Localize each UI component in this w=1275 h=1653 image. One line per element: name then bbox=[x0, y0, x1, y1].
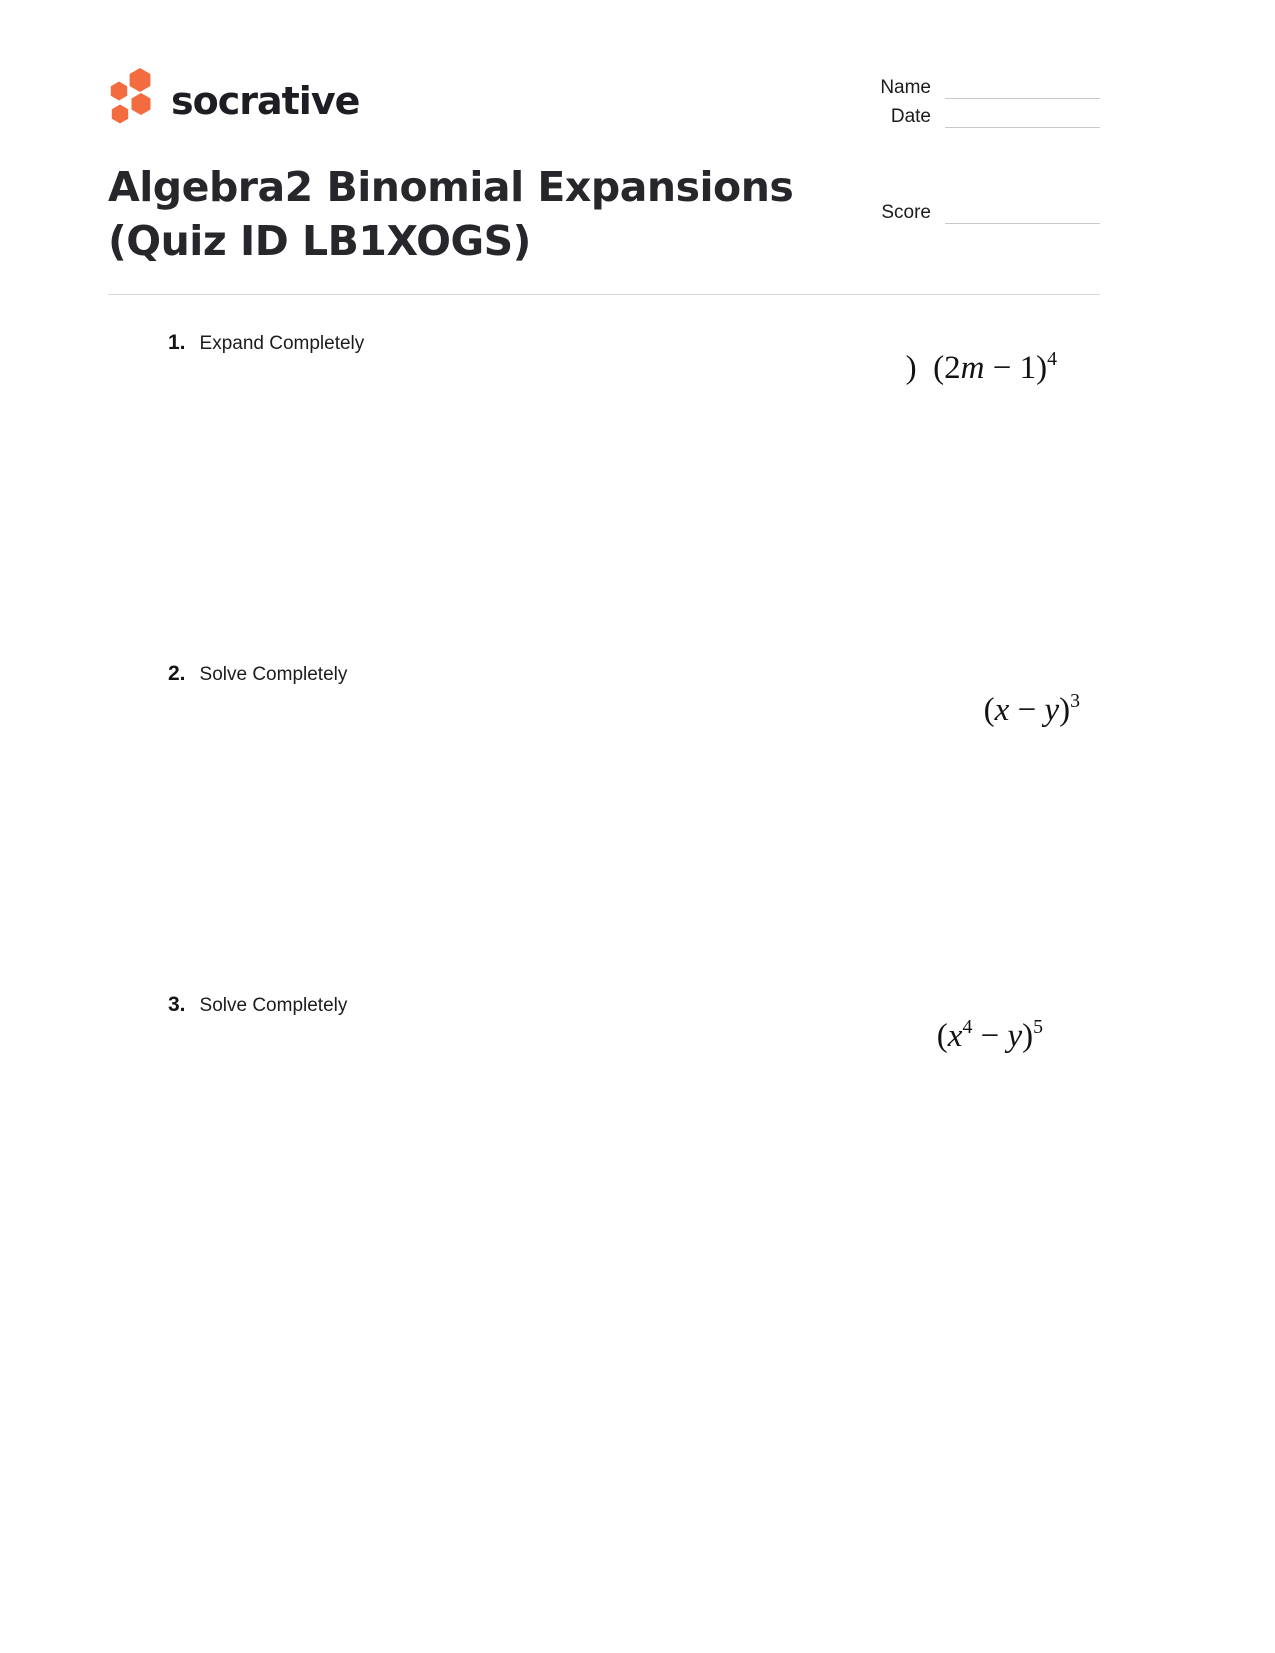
question-prompt: Solve Completely bbox=[199, 664, 348, 685]
math-segment: ) bbox=[905, 349, 934, 386]
name-blank-line bbox=[945, 85, 1100, 99]
question-3-prompt-line bbox=[168, 993, 347, 1017]
math-segment: x bbox=[947, 1017, 963, 1054]
question-2-prompt-line bbox=[168, 662, 347, 686]
question-prompt: Expand Completely bbox=[199, 333, 365, 354]
date-blank-line bbox=[945, 114, 1100, 128]
math-segment: 3 bbox=[1070, 690, 1080, 712]
math-segment: y bbox=[1007, 1017, 1023, 1054]
socrative-wordmark: socrative bbox=[171, 79, 360, 123]
math-segment: 5 bbox=[1033, 1016, 1043, 1038]
score-blank-line bbox=[945, 210, 1100, 224]
math-segment: 4 bbox=[962, 1016, 973, 1038]
date-field-row bbox=[891, 107, 1100, 128]
header-divider bbox=[108, 294, 1100, 295]
question-1-math-expression bbox=[906, 350, 1057, 385]
date-label: Date bbox=[890, 106, 931, 127]
math-segment: ( bbox=[936, 1017, 948, 1054]
quiz-title: Algebra2 Binomial Expansions (Quiz ID LB1XOGS) bbox=[108, 163, 794, 266]
question-3-math-expression bbox=[937, 1018, 1043, 1053]
math-segment: x bbox=[994, 691, 1010, 728]
math-segment: m bbox=[960, 349, 985, 386]
math-segment: ) bbox=[1022, 1017, 1034, 1054]
question-number: 1. bbox=[168, 331, 186, 354]
math-segment: − bbox=[1009, 691, 1045, 728]
score-label: Score bbox=[881, 202, 931, 223]
math-segment: − bbox=[972, 1017, 1008, 1054]
question-2-math-expression bbox=[984, 692, 1080, 727]
question-prompt: Solve Completely bbox=[199, 995, 348, 1016]
math-segment: ( bbox=[983, 691, 995, 728]
math-segment: ) bbox=[1059, 691, 1071, 728]
question-1-prompt-line bbox=[168, 331, 364, 355]
math-segment: − 1) bbox=[984, 349, 1048, 386]
socrative-hexagons-icon bbox=[105, 60, 157, 128]
name-label: Name bbox=[880, 77, 931, 98]
math-segment: y bbox=[1044, 691, 1060, 728]
score-field-row bbox=[881, 203, 1100, 224]
question-number: 3. bbox=[168, 993, 186, 1016]
name-field-row bbox=[880, 78, 1100, 99]
math-segment: (2 bbox=[933, 349, 961, 386]
math-segment: 4 bbox=[1047, 348, 1057, 370]
question-number: 2. bbox=[168, 662, 186, 685]
socrative-logo bbox=[105, 60, 359, 128]
